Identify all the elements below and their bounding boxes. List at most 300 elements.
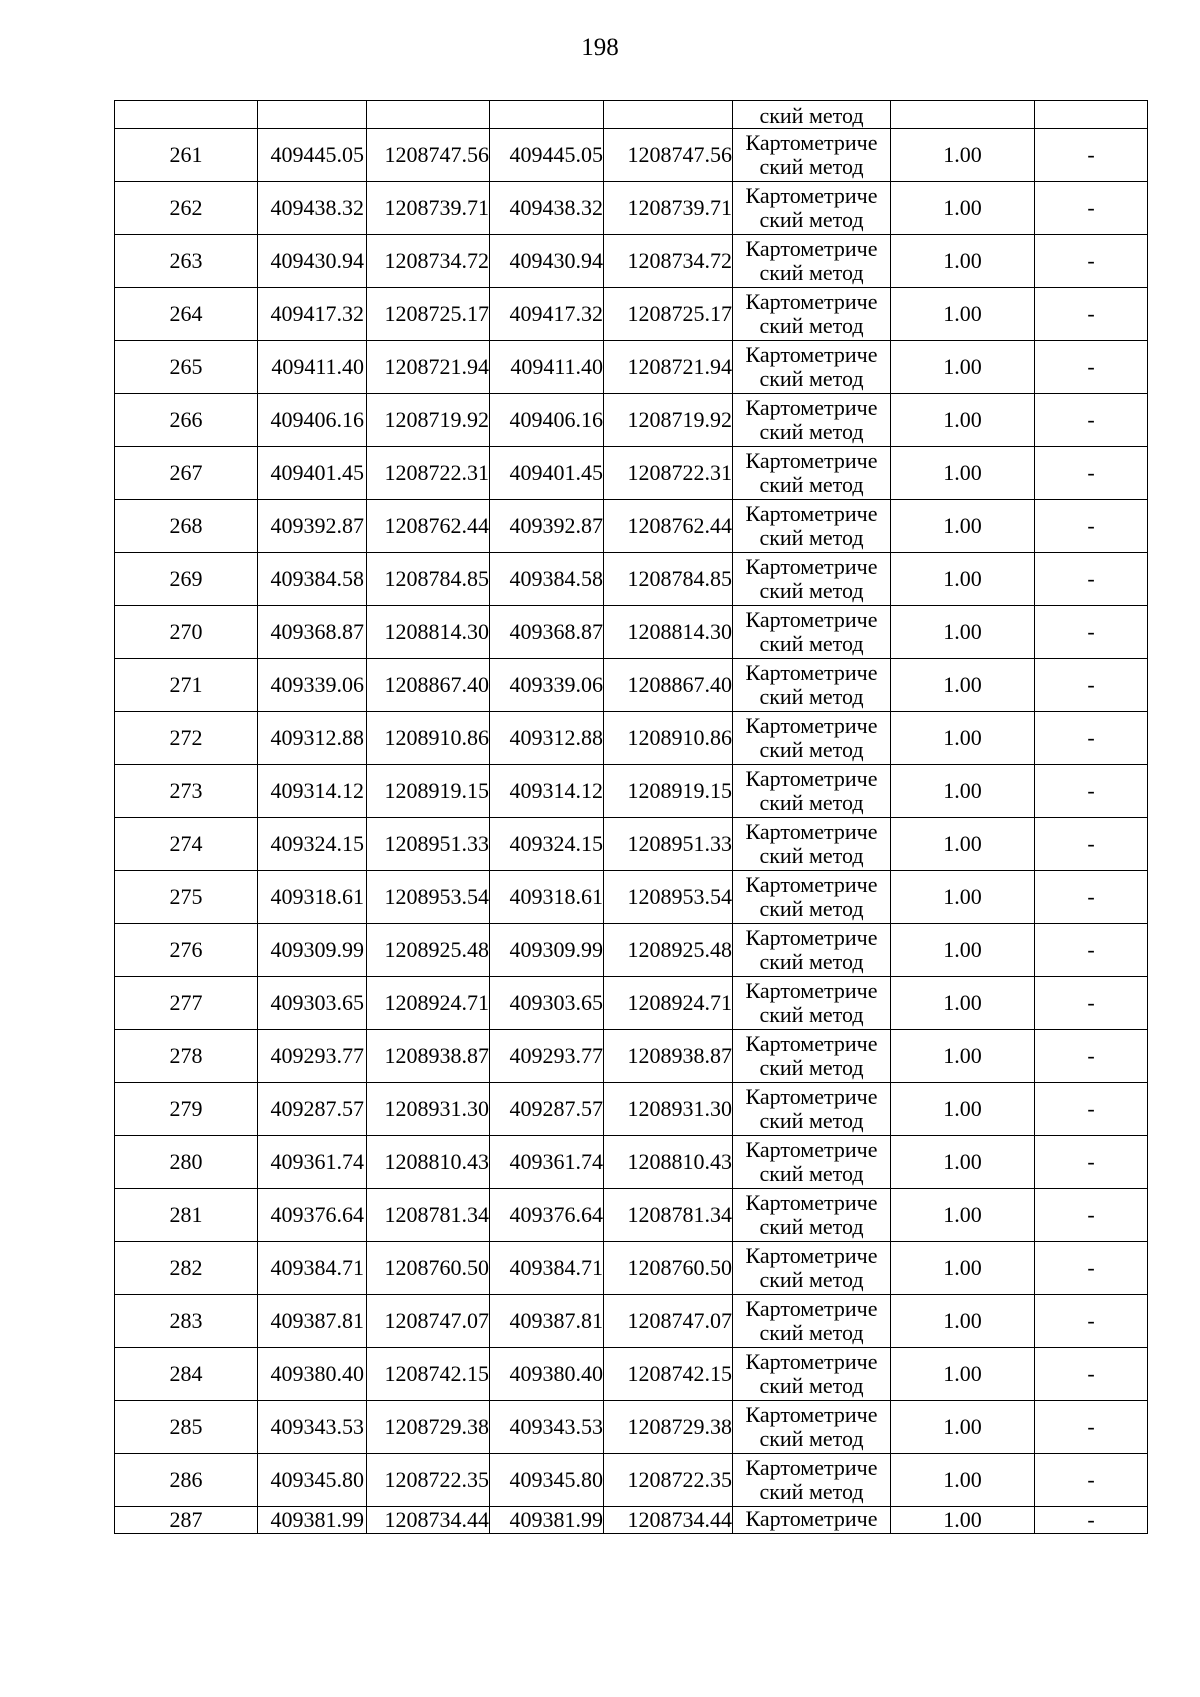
method-line-2: ский метод [759,1161,864,1186]
cell-method [733,235,891,288]
cell-accuracy: 1.00 [891,765,1035,818]
cell-y2: 1208722.35 [604,1454,733,1507]
method-line-2: ский метод [759,313,864,338]
cell-y2: 1208784.85 [604,553,733,606]
cell-y2 [604,101,733,129]
table-row [115,871,1148,924]
cell-y2: 1208925.48 [604,924,733,977]
cell-x1: 409411.40 [258,341,367,394]
cell-method [733,606,891,659]
cell-num: 278 [115,1030,258,1083]
cell-accuracy: 1.00 [891,977,1035,1030]
cell-x2: 409417.32 [490,288,604,341]
method-line-2: ский метод [759,684,864,709]
cell-y2: 1208742.15 [604,1348,733,1401]
cell-y2: 1208721.94 [604,341,733,394]
method-line-2: ский метод [759,949,864,974]
table-row [115,659,1148,712]
table-row [115,1030,1148,1083]
cell-num: 272 [115,712,258,765]
cell-note: - [1035,1083,1148,1136]
cell-accuracy: 1.00 [891,341,1035,394]
cell-method [733,765,891,818]
cell-x2: 409318.61 [490,871,604,924]
cell-y2: 1208734.72 [604,235,733,288]
cell-note: - [1035,129,1148,182]
method-line-2: ский метод [759,260,864,285]
cell-y1: 1208931.30 [367,1083,490,1136]
cell-accuracy: 1.00 [891,1295,1035,1348]
cell-num: 263 [115,235,258,288]
cell-note: - [1035,1454,1148,1507]
cell-accuracy [891,101,1035,129]
cell-y2: 1208951.33 [604,818,733,871]
cell-x2: 409309.99 [490,924,604,977]
cell-method [733,341,891,394]
method-line-1: Картометриче [745,395,878,420]
method-line-1: Картометриче [745,1084,878,1109]
table-row [115,500,1148,553]
cell-x2: 409368.87 [490,606,604,659]
cell-x1: 409384.71 [258,1242,367,1295]
cell-accuracy: 1.00 [891,500,1035,553]
cell-x1: 409401.45 [258,447,367,500]
cell-method [733,129,891,182]
cell-note: - [1035,1295,1148,1348]
method-line-1: Картометриче [745,342,878,367]
cell-note: - [1035,182,1148,235]
cell-method [733,1454,891,1507]
cell-accuracy: 1.00 [891,1348,1035,1401]
cell-y1: 1208919.15 [367,765,490,818]
cell-x1: 409361.74 [258,1136,367,1189]
cell-x1: 409303.65 [258,977,367,1030]
cell-y1: 1208925.48 [367,924,490,977]
cell-method [733,659,891,712]
cell-y2: 1208814.30 [604,606,733,659]
table-row-continuation [115,101,1148,129]
method-line-2: ский метод [759,1267,864,1292]
cell-method [733,1242,891,1295]
method-line-2: ский метод [759,525,864,550]
method-line-1: Картометриче [745,236,878,261]
cell-x1: 409339.06 [258,659,367,712]
cell-x2: 409312.88 [490,712,604,765]
cell-note: - [1035,1242,1148,1295]
cell-method [733,182,891,235]
cell-x2: 409303.65 [490,977,604,1030]
table-row [115,1348,1148,1401]
method-text: ский метод [759,103,864,128]
cell-y1: 1208924.71 [367,977,490,1030]
cell-x2: 409411.40 [490,341,604,394]
cell-y1: 1208781.34 [367,1189,490,1242]
method-line-1: Картометриче [745,1137,878,1162]
cell-y2: 1208719.92 [604,394,733,447]
cell-x1: 409381.99 [258,1507,367,1534]
cell-accuracy: 1.00 [891,1454,1035,1507]
table-row [115,1189,1148,1242]
cell-note: - [1035,659,1148,712]
cell-y2: 1208919.15 [604,765,733,818]
cell-y1: 1208734.72 [367,235,490,288]
cell-accuracy: 1.00 [891,818,1035,871]
page-number: 198 [581,34,619,61]
cell-note: - [1035,553,1148,606]
cell-y1: 1208938.87 [367,1030,490,1083]
cell-num: 285 [115,1401,258,1454]
cell-x2: 409345.80 [490,1454,604,1507]
cell-x2: 409293.77 [490,1030,604,1083]
cell-num: 265 [115,341,258,394]
cell-method [733,1295,891,1348]
cell-y1: 1208810.43 [367,1136,490,1189]
method-line-2: ский метод [759,1108,864,1133]
method-line-1: Картометриче [745,1296,878,1321]
cell-y1: 1208762.44 [367,500,490,553]
cell-y2: 1208931.30 [604,1083,733,1136]
cell-num: 279 [115,1083,258,1136]
method-line-1: Картометриче [745,607,878,632]
cell-x2: 409438.32 [490,182,604,235]
method-line-2: ский метод [759,154,864,179]
cell-note: - [1035,871,1148,924]
cell-note: - [1035,235,1148,288]
cell-accuracy: 1.00 [891,553,1035,606]
cell-note: - [1035,818,1148,871]
cell-y2: 1208867.40 [604,659,733,712]
cell-x2: 409339.06 [490,659,604,712]
cell-method [733,101,891,129]
cell-note: - [1035,1348,1148,1401]
cell-x2: 409430.94 [490,235,604,288]
cell-y2: 1208760.50 [604,1242,733,1295]
cell-accuracy: 1.00 [891,1242,1035,1295]
method-line-1: Картометриче [745,554,878,579]
table-row [115,129,1148,182]
cell-method [733,288,891,341]
table-row [115,1136,1148,1189]
cell-num: 286 [115,1454,258,1507]
cell-y1: 1208719.92 [367,394,490,447]
cell-accuracy: 1.00 [891,235,1035,288]
method-line-2: ский метод [759,1320,864,1345]
cell-method [733,818,891,871]
cell-num: 264 [115,288,258,341]
cell-x1: 409376.64 [258,1189,367,1242]
cell-y2: 1208938.87 [604,1030,733,1083]
cell-y1 [367,101,490,129]
cell-x2: 409406.16 [490,394,604,447]
cell-x1 [258,101,367,129]
method-line-1: Картометриче [745,501,878,526]
cell-x2: 409381.99 [490,1507,604,1534]
table-row [115,235,1148,288]
cell-x2: 409361.74 [490,1136,604,1189]
cell-y1: 1208721.94 [367,341,490,394]
cell-y1: 1208867.40 [367,659,490,712]
table-row [115,1401,1148,1454]
cell-note: - [1035,712,1148,765]
cell-y1: 1208729.38 [367,1401,490,1454]
cell-num: 287 [115,1507,258,1534]
cell-note: - [1035,288,1148,341]
cell-x1: 409417.32 [258,288,367,341]
cell-method [733,394,891,447]
cell-note: - [1035,1189,1148,1242]
cell-x2: 409287.57 [490,1083,604,1136]
table-row [115,394,1148,447]
table-row [115,765,1148,818]
cell-y2: 1208762.44 [604,500,733,553]
method-line-1: Картометриче [745,130,878,155]
cell-x1: 409287.57 [258,1083,367,1136]
table-row [115,712,1148,765]
cell-method [733,447,891,500]
method-line-2: ский метод [759,790,864,815]
cell-y2: 1208747.56 [604,129,733,182]
method-line-2: ский метод [759,843,864,868]
cell-y1: 1208722.31 [367,447,490,500]
cell-accuracy: 1.00 [891,394,1035,447]
cell-num: 269 [115,553,258,606]
table-body [115,101,1148,1534]
method-line-1: Картометриче [745,1031,878,1056]
cell-x2: 409384.58 [490,553,604,606]
cell-x2: 409401.45 [490,447,604,500]
cell-num: 267 [115,447,258,500]
cell-x1: 409445.05 [258,129,367,182]
cell-x1: 409318.61 [258,871,367,924]
method-line-1: Картометриче [745,872,878,897]
cell-method [733,1348,891,1401]
cell-note [1035,101,1148,129]
cell-x2: 409384.71 [490,1242,604,1295]
cell-x1: 409380.40 [258,1348,367,1401]
method-line-2: ский метод [759,578,864,603]
cell-x2: 409324.15 [490,818,604,871]
cell-x1: 409368.87 [258,606,367,659]
cell-note: - [1035,977,1148,1030]
cell-method [733,1189,891,1242]
cell-accuracy: 1.00 [891,1189,1035,1242]
table-row [115,553,1148,606]
table-row [115,606,1148,659]
cell-note: - [1035,1030,1148,1083]
cell-accuracy: 1.00 [891,288,1035,341]
cell-y1: 1208739.71 [367,182,490,235]
cell-x1: 409314.12 [258,765,367,818]
cell-note: - [1035,500,1148,553]
cell-y1: 1208951.33 [367,818,490,871]
cell-method [733,712,891,765]
cell-num: 268 [115,500,258,553]
cell-y1: 1208747.56 [367,129,490,182]
cell-accuracy: 1.00 [891,182,1035,235]
cell-accuracy: 1.00 [891,1401,1035,1454]
method-line-2: ский метод [759,1373,864,1398]
cell-num: 277 [115,977,258,1030]
cell-x1: 409406.16 [258,394,367,447]
cell-y2: 1208810.43 [604,1136,733,1189]
cell-y1: 1208747.07 [367,1295,490,1348]
cell-num: 284 [115,1348,258,1401]
method-line-2: ский метод [759,472,864,497]
cell-accuracy: 1.00 [891,1507,1035,1534]
table-row [115,924,1148,977]
method-line-1: Картометриче [745,1455,878,1480]
cell-x1: 409430.94 [258,235,367,288]
method-line-1: Картометриче [745,713,878,738]
method-line-1: Картометриче [745,978,878,1003]
cell-x2: 409392.87 [490,500,604,553]
table-row [115,1295,1148,1348]
cell-accuracy: 1.00 [891,1030,1035,1083]
method-line-2: ский метод [759,1426,864,1451]
cell-method [733,924,891,977]
cell-y2: 1208953.54 [604,871,733,924]
cell-y1: 1208784.85 [367,553,490,606]
cell-x1: 409343.53 [258,1401,367,1454]
cell-note: - [1035,606,1148,659]
cell-x1: 409312.88 [258,712,367,765]
cell-accuracy: 1.00 [891,606,1035,659]
cell-y1: 1208725.17 [367,288,490,341]
cell-x1: 409345.80 [258,1454,367,1507]
method-line-2: ский метод [759,1479,864,1504]
cell-num: 266 [115,394,258,447]
method-line-1: Картометриче [745,183,878,208]
method-line-1: Картометриче [745,448,878,473]
method-line-2: ский метод [759,1002,864,1027]
method-line-1: Картометриче [745,1243,878,1268]
cell-note: - [1035,1507,1148,1534]
cell-y2: 1208734.44 [604,1507,733,1534]
cell-x2: 409343.53 [490,1401,604,1454]
method-line-1: Картометриче [745,925,878,950]
cell-accuracy: 1.00 [891,871,1035,924]
method-line-1: Картометриче [745,1190,878,1215]
cell-y2: 1208747.07 [604,1295,733,1348]
cell-accuracy: 1.00 [891,659,1035,712]
method-line-1: Картометриче [745,660,878,685]
cell-num: 281 [115,1189,258,1242]
cell-x2: 409445.05 [490,129,604,182]
cell-x1: 409309.99 [258,924,367,977]
method-line-2: ский метод [759,207,864,232]
table-row-partial [115,1507,1148,1534]
coordinates-table [114,100,1148,1534]
cell-method [733,977,891,1030]
cell-note: - [1035,394,1148,447]
table-row [115,288,1148,341]
cell-y1: 1208814.30 [367,606,490,659]
cell-accuracy: 1.00 [891,1083,1035,1136]
cell-method [733,1083,891,1136]
cell-num: 283 [115,1295,258,1348]
cell-method [733,1030,891,1083]
table-row [115,818,1148,871]
table-row [115,1454,1148,1507]
method-line-2: ский метод [759,419,864,444]
cell-num: 261 [115,129,258,182]
cell-num: 280 [115,1136,258,1189]
table-row [115,977,1148,1030]
cell-accuracy: 1.00 [891,924,1035,977]
table-row [115,182,1148,235]
cell-num: 270 [115,606,258,659]
cell-num: 274 [115,818,258,871]
cell-note: - [1035,1136,1148,1189]
cell-accuracy: 1.00 [891,447,1035,500]
cell-x1: 409438.32 [258,182,367,235]
method-line-1: Картометриче [745,766,878,791]
table-row [115,341,1148,394]
cell-note: - [1035,765,1148,818]
cell-x2: 409380.40 [490,1348,604,1401]
method-line-2: ский метод [759,896,864,921]
cell-y1: 1208910.86 [367,712,490,765]
cell-num [115,101,258,129]
cell-method [733,1507,891,1534]
method-line-1: Картометриче [745,289,878,314]
cell-method [733,500,891,553]
cell-method [733,553,891,606]
method-line-1: Картометриче [745,819,878,844]
cell-note: - [1035,1401,1148,1454]
cell-x1: 409392.87 [258,500,367,553]
method-line-2: ский метод [759,737,864,762]
cell-method [733,1136,891,1189]
cell-method [733,871,891,924]
cell-y1: 1208734.44 [367,1507,490,1534]
cell-y2: 1208924.71 [604,977,733,1030]
cell-y2: 1208910.86 [604,712,733,765]
method-line-2: ский метод [759,366,864,391]
cell-note: - [1035,924,1148,977]
cell-accuracy: 1.00 [891,712,1035,765]
cell-y2: 1208722.31 [604,447,733,500]
cell-y1: 1208722.35 [367,1454,490,1507]
cell-y1: 1208953.54 [367,871,490,924]
cell-y1: 1208760.50 [367,1242,490,1295]
cell-num: 275 [115,871,258,924]
cell-num: 262 [115,182,258,235]
method-line-1: Картометриче [745,1402,878,1427]
cell-num: 273 [115,765,258,818]
cell-x1: 409387.81 [258,1295,367,1348]
cell-accuracy: 1.00 [891,129,1035,182]
table-row [115,1242,1148,1295]
cell-num: 282 [115,1242,258,1295]
cell-x1: 409324.15 [258,818,367,871]
cell-accuracy: 1.00 [891,1136,1035,1189]
method-line-1: Картометриче [745,1506,878,1531]
cell-x2: 409387.81 [490,1295,604,1348]
cell-x2: 409376.64 [490,1189,604,1242]
cell-x1: 409293.77 [258,1030,367,1083]
cell-y2: 1208725.17 [604,288,733,341]
method-line-2: ский метод [759,1055,864,1080]
cell-x2 [490,101,604,129]
table-row [115,1083,1148,1136]
cell-x1: 409384.58 [258,553,367,606]
method-line-2: ский метод [759,631,864,656]
cell-x2: 409314.12 [490,765,604,818]
cell-note: - [1035,447,1148,500]
table-row [115,447,1148,500]
cell-note: - [1035,341,1148,394]
